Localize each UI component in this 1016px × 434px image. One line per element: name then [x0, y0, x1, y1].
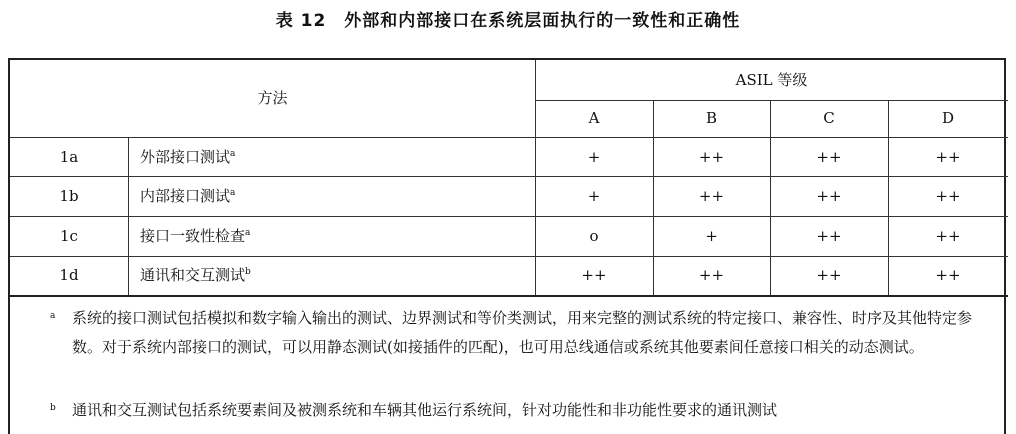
id-column-divider [128, 137, 129, 295]
row-method: 接口一致性检查$^a$ [140, 227, 251, 245]
methods-table [8, 58, 1006, 434]
rating-d: ++ [935, 148, 961, 166]
table-caption [0, 6, 1016, 31]
asil-header: ASIL 等级 [735, 71, 808, 89]
method-header: 方法 [257, 89, 288, 107]
row-id: 1a [59, 148, 79, 166]
rating-d: ++ [935, 227, 961, 245]
rating-c: ++ [816, 148, 842, 166]
rating-c: ++ [816, 266, 842, 284]
row-divider [10, 176, 1008, 177]
method-column-divider [535, 60, 536, 295]
asil-level-b: B [705, 109, 718, 127]
rating-b: + [705, 227, 718, 245]
rating-a: + [587, 148, 601, 166]
row-divider [10, 256, 1008, 257]
rating-a: ++ [581, 266, 607, 284]
rating-b: ++ [698, 187, 725, 205]
rating-c: ++ [816, 227, 842, 245]
notes-divider [10, 295, 1008, 297]
row-divider [10, 216, 1008, 217]
footnote-text: 系统的接口测试包括模拟和数字输入输出的测试、边界测试和等价类测试，用来完整的测试系统的特定接口、兼容性、时序及其他特定参数。对于系统内部接口的测试，可以用静态测试(如接插件的匹配)，也可用总线通信或系统其他要素间任意接口相关的动态测试。 [72, 309, 973, 356]
footnote-mark: a [50, 311, 56, 321]
row-method: 内部接口测试$^a$ [140, 187, 236, 205]
asil-header-divider [535, 100, 1008, 101]
rating-c: ++ [816, 187, 842, 205]
rating-d: ++ [935, 266, 961, 284]
asil-level-c: C [823, 109, 835, 127]
row-method: 通讯和交互测试$^b$ [140, 266, 251, 284]
row-id: 1b [59, 187, 79, 205]
rating-b: ++ [698, 148, 725, 166]
table-title: 外部和内部接口在系统层面执行的一致性和正确性 [344, 11, 741, 31]
footnote-text: 通讯和交互测试包括系统要素间及被测系统和车辆其他运行系统间，针对功能性和非功能性要求的通讯测试 [72, 401, 778, 419]
row-id: 1c [60, 227, 78, 245]
table-number: 表 12 [275, 11, 327, 31]
rating-b: ++ [698, 266, 725, 284]
row-id: 1d [59, 266, 79, 284]
footnote-b [50, 394, 990, 425]
asil-level-a: A [588, 109, 600, 127]
footnote-mark: b [50, 403, 56, 413]
header-bottom-rule [10, 137, 1008, 138]
asil-level-d: D [941, 109, 955, 127]
footnote-a [50, 302, 990, 362]
rating-d: ++ [935, 187, 961, 205]
rating-a: + [587, 187, 601, 205]
rating-a: o [589, 227, 599, 245]
row-method: 外部接口测试$^a$ [140, 148, 236, 166]
